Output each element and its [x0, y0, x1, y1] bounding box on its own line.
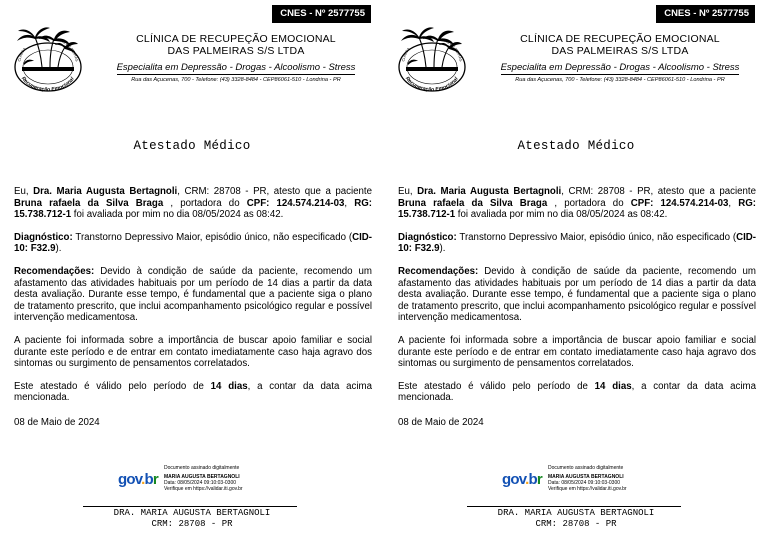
- document-title: Atestado Médico: [133, 139, 251, 153]
- document-title: Atestado Médico: [517, 139, 635, 153]
- signature-line: [83, 506, 297, 507]
- information-paragraph: A paciente foi informada sobre a importância de buscar apoio familiar e social durante este período e de entrar em contato imediatamente caso haja agravo dos sintomas ou surgimento de pensamentos correlatados.: [398, 334, 756, 370]
- certificate-body: [14, 186, 372, 440]
- govbr-logo-part: gov: [502, 471, 526, 488]
- logo-text-bottom: Recuperação Emocional: [19, 75, 76, 93]
- govbr-logo-icon: [502, 472, 542, 487]
- text: Este atestado é válido pelo período de: [14, 380, 211, 392]
- doctor-crm: CRM: 28708 - PR: [151, 519, 233, 529]
- cid-code: CID-10: F32.9: [398, 231, 756, 255]
- govbr-logo-part: r: [152, 471, 158, 488]
- validity-days: 14 dias: [210, 380, 248, 392]
- attestation-paragraph: [14, 186, 372, 221]
- signature-header: Documento assinado digitalmente: [548, 465, 624, 471]
- doctor-name-inline: Dra. Maria Augusta Bertagnoli: [33, 186, 178, 197]
- logo-text-bottom: Recuperação Emocional: [403, 75, 460, 93]
- diagnosis-label: Diagnóstico:: [398, 231, 457, 243]
- text: foi avaliada por mim no dia 08/05/2024 as 08:42.: [71, 209, 284, 221]
- cnes-badge: CNES - Nº 2577755: [272, 5, 371, 23]
- validity-days: 14 dias: [594, 380, 632, 392]
- certificate-copy-right: [384, 0, 768, 543]
- logo-text-top-left: CLÍNICA: [401, 46, 411, 62]
- signature-date: Data: 08/05/2024 09:10:03-0300: [164, 480, 237, 487]
- signature-details: [548, 474, 627, 493]
- text: , portadora do: [547, 197, 631, 209]
- diagnosis-text: Transtorno Depressivo Maior, episódio único, não especificado (: [456, 231, 737, 243]
- clinic-specialty: Especialita em Depressão - Drogas - Alcoolismo - Stress: [116, 62, 356, 73]
- rg-value: 15.738.712-1: [398, 209, 456, 221]
- text: Este atestado é válido pelo período de: [398, 380, 595, 392]
- signature-details: [164, 474, 243, 493]
- recommendations-text: Devido à condição de saúde da paciente, recomendo um afastamento das atividades habituais por um período de 14 dias a partir da data desta avaliação. Durante esse tempo, é fundamental que a paciente siga o plano de tratamento prescrito, que inclui acompanhamento psicológico regular e possível intervenção medicamentosa.: [14, 265, 372, 324]
- palm-trees-logo-icon: [396, 25, 468, 93]
- issue-date: 08 de Maio de 2024: [398, 416, 484, 428]
- patient-name: Bruna rafaela da Silva Braga: [398, 197, 548, 209]
- signature-date: Data: 08/05/2024 09:10:03-0300: [548, 480, 621, 487]
- information-paragraph: A paciente foi informada sobre a importância de buscar apoio familiar e social durante este período e de entrar em contato imediatamente caso haja agravo dos sintomas ou surgimento de pensamentos correlatados.: [14, 334, 372, 370]
- recommendations-label: Recomendações:: [14, 265, 95, 277]
- text: , CRM: 28708 - PR, atesto que a paciente: [561, 186, 757, 197]
- rg-value: 15.738.712-1: [14, 209, 72, 221]
- clinic-name-line1: CLÍNICA DE RECUPEÇÃO EMOCIONAL: [136, 33, 336, 45]
- recommendations-label: Recomendações:: [398, 265, 479, 277]
- certificate-body: [398, 186, 756, 440]
- clinic-name-line1: CLÍNICA DE RECUPEÇÃO EMOCIONAL: [520, 33, 720, 45]
- govbr-logo-part: b: [528, 471, 537, 488]
- attestation-paragraph: [398, 186, 756, 221]
- cid-code: CID-10: F32.9: [14, 231, 372, 255]
- verify-link: Verifique em https://validar.iti.gov.br: [164, 486, 243, 493]
- text: , portadora do: [163, 197, 247, 209]
- text: Eu,: [14, 186, 34, 197]
- diagnosis-label: Diagnóstico:: [14, 231, 73, 243]
- govbr-logo-part: .: [525, 471, 529, 488]
- signer-name: MARIA AUGUSTA BERTAGNOLI: [548, 474, 624, 480]
- text: ,: [728, 197, 739, 209]
- diagnosis-paragraph: [398, 232, 756, 255]
- patient-name: Bruna rafaela da Silva Braga: [14, 197, 164, 209]
- recommendations-paragraph: [14, 266, 372, 324]
- clinic-name-line2: DAS PALMEIRAS S/S LTDA: [551, 45, 689, 57]
- logo-text-top-right: DAS PALMEIRAS: [57, 37, 79, 62]
- verify-link: Verifique em https://validar.iti.gov.br: [548, 486, 627, 493]
- text: ).: [439, 243, 446, 255]
- doctor-name-inline: Dra. Maria Augusta Bertagnoli: [417, 186, 562, 197]
- text: foi avaliada por mim no dia 08/05/2024 as 08:42.: [455, 209, 668, 221]
- doctor-signature-caption: [384, 508, 768, 530]
- validity-paragraph: [398, 381, 756, 404]
- signature-line: [467, 506, 681, 507]
- diagnosis-text: Transtorno Depressivo Maior, episódio único, não especificado (: [72, 231, 353, 243]
- doctor-name: DRA. MARIA AUGUSTA BERTAGNOLI: [113, 508, 271, 518]
- signer-name: MARIA AUGUSTA BERTAGNOLI: [164, 474, 240, 480]
- govbr-logo-icon: [118, 472, 158, 487]
- clinic-address: Rua das Açucenas, 700 - Telefone: (43) 3328-8484 - CEP86061-510 - Londrina - PR: [131, 77, 341, 83]
- diagnosis-paragraph: [14, 232, 372, 255]
- doctor-signature-caption: [0, 508, 384, 530]
- digital-signature-block: [118, 465, 318, 501]
- clinic-header: [484, 33, 756, 84]
- text: , a contar da data acima mencionada.: [14, 380, 373, 404]
- cpf-value: 124.574.214-03: [269, 197, 345, 209]
- govbr-logo-part: gov: [118, 471, 142, 488]
- text: , a contar da data acima mencionada.: [398, 380, 757, 404]
- digital-signature-block: [502, 465, 702, 501]
- text: , CRM: 28708 - PR, atesto que a paciente: [177, 186, 373, 197]
- govbr-logo-part: r: [536, 471, 542, 488]
- govbr-logo-part: b: [144, 471, 153, 488]
- cnes-badge: CNES - Nº 2577755: [656, 5, 755, 23]
- cpf-value: 124.574.214-03: [653, 197, 729, 209]
- palm-trees-logo-icon: [12, 25, 84, 93]
- clinic-name-line2: DAS PALMEIRAS S/S LTDA: [167, 45, 305, 57]
- clinic-address: Rua das Açucenas, 700 - Telefone: (43) 3328-8484 - CEP86061-510 - Londrina - PR: [515, 77, 725, 83]
- doctor-crm: CRM: 28708 - PR: [535, 519, 617, 529]
- signature-header: Documento assinado digitalmente: [164, 465, 240, 471]
- logo-text-top-left: CLÍNICA: [17, 46, 27, 62]
- cpf-label: CPF:: [246, 197, 270, 209]
- issue-date: 08 de Maio de 2024: [14, 416, 100, 428]
- cpf-label: CPF:: [630, 197, 654, 209]
- govbr-logo-part: .: [141, 471, 145, 488]
- clinic-specialty: Especialita em Depressão - Drogas - Alcoolismo - Stress: [500, 62, 740, 73]
- rg-label: RG:: [738, 197, 756, 209]
- recommendations-text: Devido à condição de saúde da paciente, recomendo um afastamento das atividades habituais por um período de 14 dias a partir da data desta avaliação. Durante esse tempo, é fundamental que a paciente siga o plano de tratamento prescrito, que inclui acompanhamento psicológico regular e possível intervenção medicamentosa.: [398, 265, 756, 324]
- doctor-name: DRA. MARIA AUGUSTA BERTAGNOLI: [497, 508, 655, 518]
- recommendations-paragraph: [398, 266, 756, 324]
- clinic-header: [100, 33, 372, 84]
- logo-text-top-right: DAS PALMEIRAS: [441, 37, 463, 62]
- validity-paragraph: [14, 381, 372, 404]
- text: ).: [55, 243, 62, 255]
- text: ,: [344, 197, 355, 209]
- rg-label: RG:: [354, 197, 372, 209]
- text: Eu,: [398, 186, 418, 197]
